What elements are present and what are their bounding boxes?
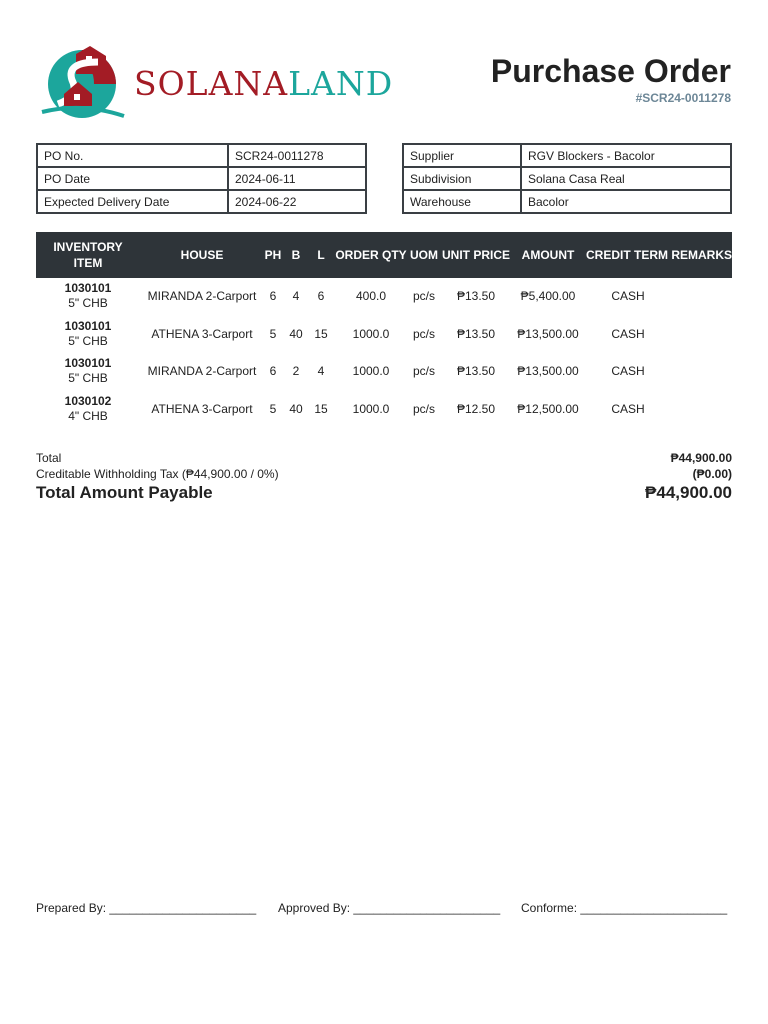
- house-cell: MIRANDA 2-Carport: [147, 289, 257, 303]
- approved-by-line: Approved By: ______________________: [278, 901, 501, 915]
- info-row: [403, 190, 731, 213]
- item-desc: 5" CHB: [68, 296, 108, 310]
- item-code: 1030101: [64, 281, 112, 295]
- qty-cell: 1000.0: [352, 364, 390, 378]
- col-b: B: [291, 248, 301, 262]
- po-info-table: [36, 143, 367, 214]
- credit-term-cell: CASH: [611, 402, 645, 416]
- item-code: 1030101: [64, 356, 112, 370]
- l-cell: 4: [317, 364, 325, 378]
- house-cell: MIRANDA 2-Carport: [147, 364, 257, 378]
- info-row: [37, 144, 366, 167]
- uom-cell: pc/s: [412, 402, 435, 416]
- uom-cell: pc/s: [412, 327, 435, 341]
- item-desc: 5" CHB: [68, 371, 108, 385]
- uom-cell: pc/s: [412, 364, 435, 378]
- col-unit-price: UNIT PRICE: [441, 248, 510, 262]
- item-desc: 5" CHB: [68, 334, 108, 348]
- house-cell: ATHENA 3-Carport: [151, 402, 253, 416]
- uom-cell: pc/s: [412, 289, 435, 303]
- b-cell: 40: [289, 327, 303, 341]
- total-payable-value: ₱44,900.00: [645, 483, 732, 502]
- l-cell: 15: [314, 402, 328, 416]
- total-payable-label: Total Amount Payable: [36, 483, 213, 502]
- info-label: Expected Delivery Date: [37, 190, 228, 213]
- logo-word-solana: SOLANA: [134, 64, 289, 103]
- table-row: [36, 353, 732, 389]
- info-row: [37, 190, 366, 213]
- info-value: 2024-06-22: [228, 190, 366, 213]
- info-label: Subdivision: [403, 167, 521, 190]
- credit-term-cell: CASH: [611, 327, 645, 341]
- house-cell: ATHENA 3-Carport: [151, 327, 253, 341]
- info-label: PO No.: [37, 144, 228, 167]
- amount-cell: ₱5,400.00: [520, 289, 576, 303]
- unit-price-cell: ₱13.50: [456, 289, 496, 303]
- col-inventory-line1: INVENTORY: [53, 240, 123, 254]
- l-cell: 6: [317, 289, 325, 303]
- info-value: Bacolor: [521, 190, 731, 213]
- table-row: [36, 278, 732, 314]
- qty-cell: 1000.0: [352, 327, 390, 341]
- info-value: Solana Casa Real: [521, 167, 731, 190]
- ph-cell: 5: [269, 402, 277, 416]
- remarks-cell: [666, 353, 732, 389]
- amount-cell: ₱12,500.00: [517, 402, 579, 416]
- remarks-cell: [666, 316, 732, 352]
- col-amount: AMOUNT: [521, 248, 575, 262]
- ph-cell: 6: [269, 364, 277, 378]
- info-label: Supplier: [403, 144, 521, 167]
- info-row: [403, 167, 731, 190]
- credit-term-cell: CASH: [611, 289, 645, 303]
- inventory-cell: [36, 353, 140, 389]
- table-row: [36, 391, 732, 427]
- info-value: SCR24-0011278: [228, 144, 366, 167]
- item-desc: 4" CHB: [68, 409, 108, 423]
- col-inventory-line2: ITEM: [73, 256, 103, 270]
- col-l: L: [317, 248, 325, 262]
- remarks-cell: [666, 278, 732, 314]
- info-row: [37, 167, 366, 190]
- unit-price-cell: ₱12.50: [456, 402, 496, 416]
- inventory-cell: [36, 391, 140, 427]
- b-cell: 2: [292, 364, 300, 378]
- total-label: Total: [36, 451, 62, 465]
- amount-cell: ₱13,500.00: [517, 364, 579, 378]
- b-cell: 4: [292, 289, 300, 303]
- logo-word-land: LAND: [288, 64, 394, 103]
- qty-cell: 400.0: [355, 289, 387, 303]
- inventory-cell: [36, 278, 140, 314]
- unit-price-cell: ₱13.50: [456, 327, 496, 341]
- info-value: 2024-06-11: [228, 167, 366, 190]
- amount-cell: ₱13,500.00: [517, 327, 579, 341]
- col-inventory-item: [36, 232, 140, 278]
- supplier-info-table: [402, 143, 732, 214]
- col-uom: UOM: [410, 248, 438, 262]
- ph-cell: 6: [269, 289, 277, 303]
- info-label: Warehouse: [403, 190, 521, 213]
- col-remarks: REMARKS: [671, 248, 732, 262]
- info-label: PO Date: [37, 167, 228, 190]
- col-credit-term: CREDIT TERM: [586, 248, 668, 262]
- withholding-label: Creditable Withholding Tax (₱44,900.00 / 0%): [36, 467, 279, 481]
- company-logo: [36, 44, 394, 124]
- table-row: [36, 316, 732, 352]
- info-value: RGV Blockers - Bacolor: [521, 144, 731, 167]
- items-table-header: [36, 232, 732, 278]
- total-value: ₱44,900.00: [670, 451, 732, 465]
- l-cell: 15: [314, 327, 328, 341]
- qty-cell: 1000.0: [352, 402, 390, 416]
- page-title: Purchase Order: [490, 53, 731, 89]
- credit-term-cell: CASH: [611, 364, 645, 378]
- house-s-logo-icon: [36, 44, 132, 124]
- conforme-line: Conforme: ______________________: [521, 901, 728, 915]
- ph-cell: 5: [269, 327, 277, 341]
- info-row: [403, 144, 731, 167]
- col-order-qty: ORDER QTY: [335, 248, 407, 262]
- remarks-cell: [666, 391, 732, 427]
- po-reference: #SCR24-0011278: [635, 91, 731, 105]
- withholding-value: (₱0.00): [692, 467, 732, 481]
- item-code: 1030102: [64, 394, 112, 408]
- b-cell: 40: [289, 402, 303, 416]
- logo-wordmark: [134, 64, 393, 103]
- col-ph: PH: [264, 248, 282, 262]
- inventory-cell: [36, 316, 140, 352]
- col-house: HOUSE: [180, 248, 224, 262]
- item-code: 1030101: [64, 319, 112, 333]
- unit-price-cell: ₱13.50: [456, 364, 496, 378]
- prepared-by-line: Prepared By: ______________________: [36, 901, 257, 915]
